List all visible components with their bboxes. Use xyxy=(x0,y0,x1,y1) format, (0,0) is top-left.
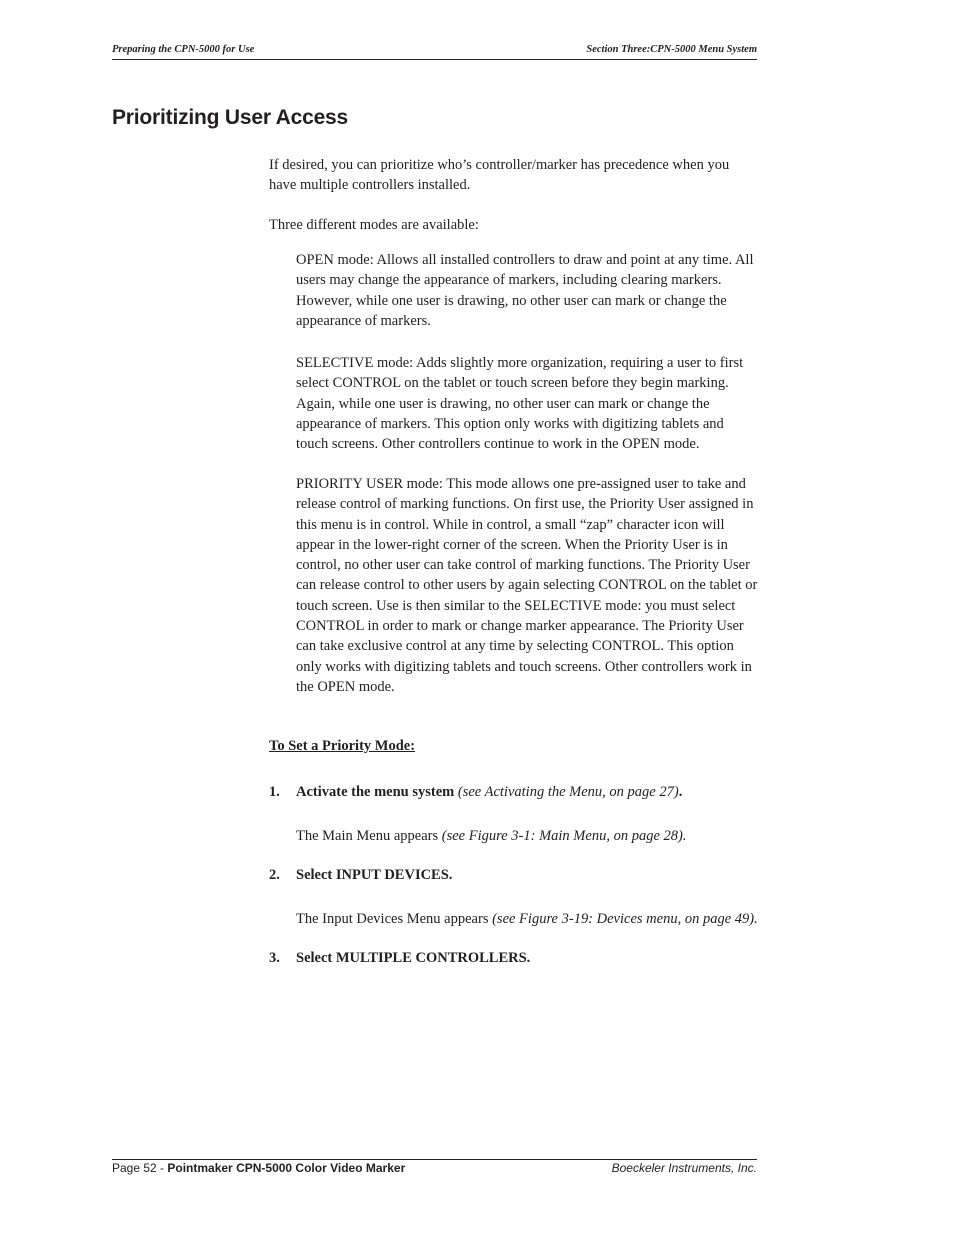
step-action: Select MULTIPLE CONTROLLERS. xyxy=(296,950,531,966)
page-header xyxy=(112,44,757,60)
step-action: Select INPUT DEVICES. xyxy=(296,867,453,883)
intro-paragraph: If desired, you can prioritize who’s controller/marker has precedence when you have multiple controllers installed. xyxy=(269,157,730,194)
result-reference: (see Figure 3-1: Main Menu, on page 28). xyxy=(441,828,687,844)
mode-priority-paragraph: PRIORITY USER mode: This mode allows one pre-assigned user to take and release control of marking functions. On first use, the Priority User assigned in this menu is in control. While in control, a small “zap” character icon will appear in the lower-right corner of the screen. When the Priority User is in control, no other user can take control of marking functions. The Priority User can release control to other users by again selecting CONTROL on the tablet or touch screen. Use is then similar to the SELECTIVE mode: you must select CONTROL in order to mark or change marker appearance. The Priority User can take exclusive control at any time by selecting CONTROL. This option only works with digitizing tablets and touch screens. Other controllers work in the OPEN mode. xyxy=(296,476,758,695)
modes-intro: Three different modes are available: xyxy=(269,217,479,233)
footer-company: Boeckeler Instruments, Inc. xyxy=(611,1161,757,1175)
header-chapter: Preparing the CPN-5000 for Use xyxy=(112,44,255,55)
step-2-result xyxy=(296,911,758,928)
page-footer xyxy=(112,1159,757,1176)
step-tail: . xyxy=(678,784,683,800)
step-number: 1. xyxy=(269,784,280,800)
footer-page-info xyxy=(112,1161,405,1175)
mode-selective-paragraph: SELECTIVE mode: Adds slightly more organization, requiring a user to first select CONTROL on the tablet or touch screen before they begin marking. Again, while one user is drawing, no other user can mark or change the appearance of markers. This option only works with digitizing tablets and touch screens. Other controllers continue to work in the OPEN mode. xyxy=(296,355,744,453)
footer-product: Pointmaker CPN-5000 Color Video Marker xyxy=(167,1161,406,1175)
step-1-result xyxy=(296,828,686,845)
step-number: 2. xyxy=(269,867,280,883)
mode-open-paragraph: OPEN mode: Allows all installed controllers to draw and point at any time. All users may change the appearance of markers, including clearing markers. However, while one user is drawing, no other user can mark or change the appearance of markers. xyxy=(296,252,754,329)
step-reference: (see Activating the Menu, on page 27) xyxy=(457,784,679,800)
step-action: Activate the menu system xyxy=(296,784,455,800)
page-title: Prioritizing User Access xyxy=(112,106,349,129)
result-text: The Main Menu appears xyxy=(296,828,439,844)
step-body xyxy=(296,784,682,801)
footer-page-number: Page 52 - xyxy=(112,1161,168,1175)
result-reference: (see Figure 3-19: Devices menu, on page 49). xyxy=(492,911,758,927)
header-section: Section Three:CPN-5000 Menu System xyxy=(586,44,757,55)
procedure-heading: To Set a Priority Mode: xyxy=(269,738,416,754)
step-number: 3. xyxy=(269,950,280,966)
result-text: The Input Devices Menu appears xyxy=(296,911,489,927)
